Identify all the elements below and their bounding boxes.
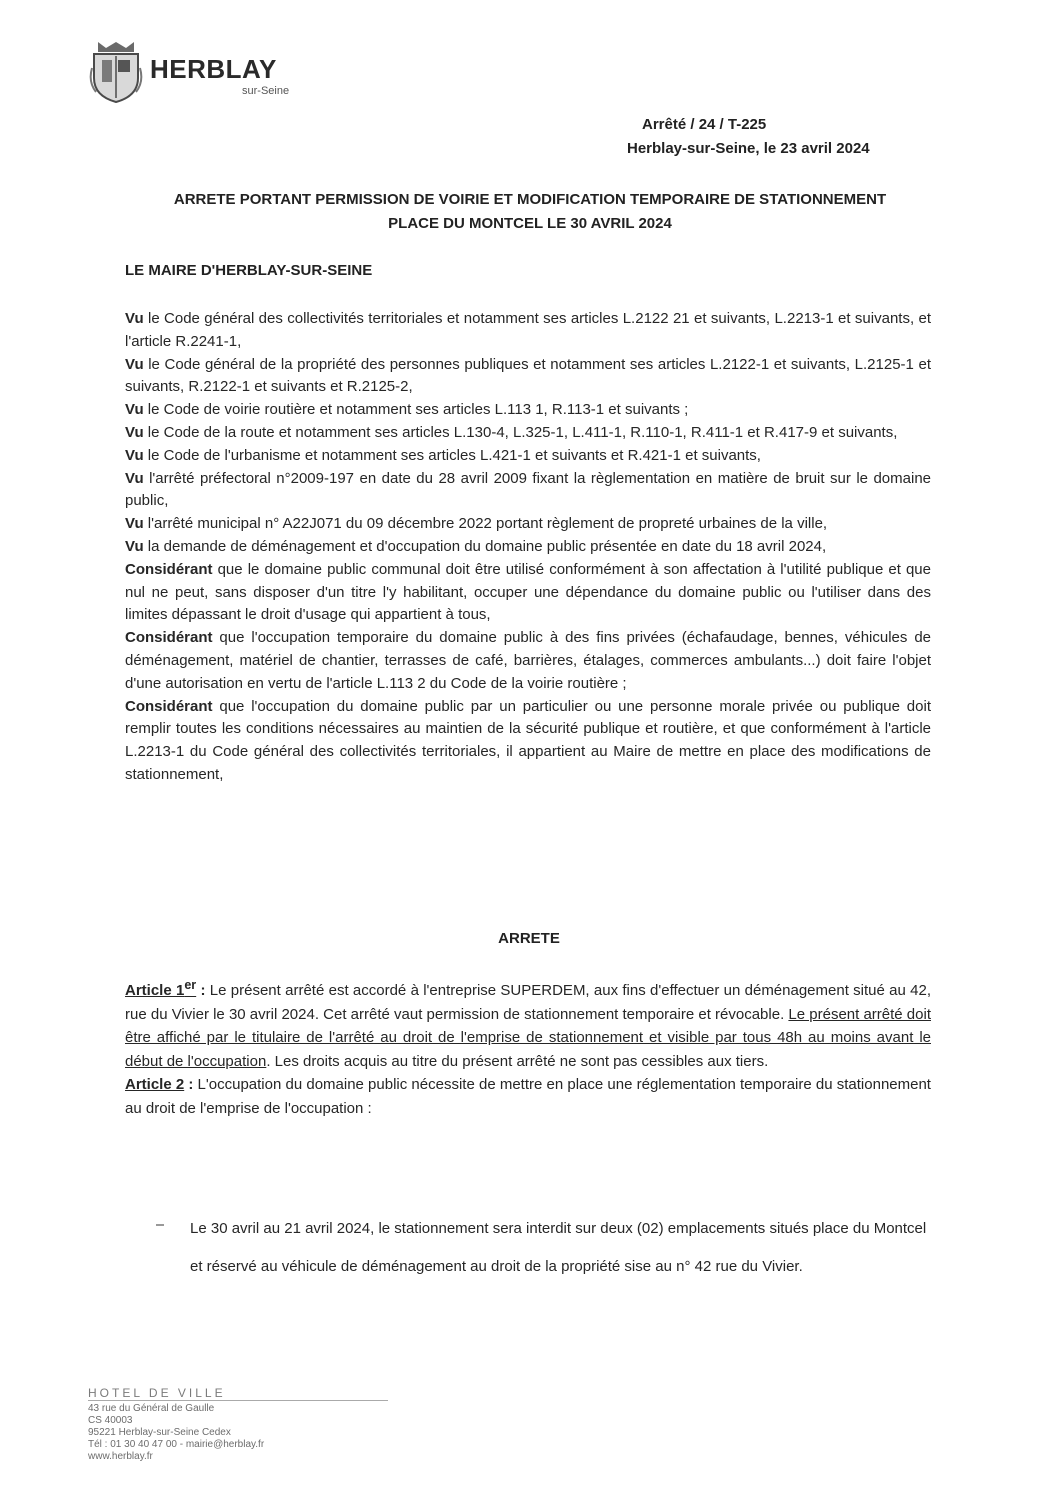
- posting-requirement: Le présent arrêté doit être affiché par le titulaire de l'arrêté au droit de l'emprise de stationnement et visible par tous 48h au moins avant le début de l'occupation: [125, 1005, 931, 1070]
- considering-paragraph: Considérant que le domaine public communal doit être utilisé conformément à son affectation à l'utilité publique et que nul ne peut, sans disposer d'un titre l'y habilitant, occuper une dépendance du domaine public ou l'utiliser dans des limites dépassant le droit d'usage qui appartient à tous,: [125, 560, 931, 624]
- visa-paragraph: Vu le Code de la route et notamment ses articles L.130-4, L.325-1, L.411-1, R.110-1, R.411-1 et R.417-9 et suivants,: [125, 423, 898, 441]
- title-line-2: PLACE DU MONTCEL LE 30 AVRIL 2024: [388, 215, 672, 232]
- coat-of-arms-icon: [88, 38, 144, 104]
- footer-cs: CS 40003: [88, 1415, 133, 1426]
- visa-paragraph: Vu le Code de voirie routière et notamment ses articles L.113 1, R.113-1 et suivants ;: [125, 401, 689, 419]
- decree-heading: ARRETE: [498, 930, 560, 947]
- visas-section: [125, 308, 931, 787]
- footer-street: 43 rue du Général de Gaulle: [88, 1403, 215, 1414]
- footer-title: HOTEL DE VILLE: [88, 1387, 388, 1401]
- herblay-logo: [88, 38, 318, 108]
- footer-address: [88, 1387, 398, 1463]
- mayor-heading: LE MAIRE D'HERBLAY-SUR-SEINE: [125, 262, 373, 279]
- visa-paragraph: Vu le Code général de la propriété des personnes publiques et notamment ses articles L.2122-1 et suivants, L.2125-1 et suivants, R.2122-1 et suivants et R.2125-2,: [125, 355, 931, 396]
- visa-paragraph: Vu l'arrêté préfectoral n°2009-197 en date du 28 avril 2009 fixant la règlementation en matière de bruit sur le domaine public,: [125, 469, 931, 510]
- title-line-1: ARRETE PORTANT PERMISSION DE VOIRIE ET MODIFICATION TEMPORAIRE DE STATIONNEMENT: [173, 191, 887, 208]
- footer-website: www.herblay.fr: [88, 1451, 153, 1462]
- article-1-label: Article 1er: [125, 978, 197, 999]
- articles-section: [125, 974, 931, 1121]
- footer-city: 95221 Herblay-sur-Seine Cedex: [88, 1427, 231, 1438]
- document-title: [120, 188, 940, 236]
- parking-restriction-item: Le 30 avril au 21 avril 2024, le stationnement sera interdit sur deux (02) emplacements situés place du Montcel et réservé au véhicule de déménagement au droit de la propriété sise au n° 42 rue du Vivier.: [190, 1220, 927, 1275]
- considering-paragraph: Considérant que l'occupation du domaine public par un particulier ou une personne morale privée ou publique doit remplir toutes les conditions nécessaires au maintien de la sécurité publique et routière, et que conformément à l'article L.2213-1 du Code général des collectivités territoriales, il appartient au Maire de mettre en place des modifications de stationnement,: [125, 697, 931, 783]
- brand-subtitle: sur-Seine: [242, 85, 290, 97]
- place-and-date: Herblay-sur-Seine, le 23 avril 2024: [627, 140, 870, 157]
- visa-paragraph: Vu l'arrêté municipal n° A22J071 du 09 décembre 2022 portant règlement de propreté urbaines de la ville,: [125, 515, 828, 533]
- decree-reference: Arrêté / 24 / T-225: [642, 116, 767, 133]
- visa-paragraph: Vu le Code général des collectivités territoriales et notamment ses articles L.2122 21 et suivants, L.2213-1 et suivants, et l'article R.2241-1,: [125, 310, 931, 350]
- considering-paragraph: Considérant que l'occupation temporaire du domaine public à des fins privées (échafaudage, bennes, véhicules de déménagement, matériel de chantier, terrasses de café, barrières, étalages, commerces ambulants...) doit faire l'objet d'une autorisation en vertu de l'article L.113 2 du Code de la voirie routière ;: [125, 629, 931, 692]
- article-1: Article 1er : Le présent arrêté est accordé à l'entreprise SUPERDEM, aux fins d'effectuer un déménagement situé au 42, rue du Vivier le 30 avril 2024. Cet arrêté vaut permission de stationnement temporaire et révocable. Le présent arrêté doit être affiché par le titulaire de l'arrêté au droit de l'emprise de stationnement et visible par tous 48h au moins avant le début de l'occupation. Les droits acquis au titre du présent arrêté ne sont pas cessibles aux tiers.: [125, 978, 931, 1070]
- article-2: Article 2 : L'occupation du domaine public nécessite de mettre en place une réglementation temporaire du stationnement au droit de l'emprise de l'occupation :: [125, 1076, 931, 1117]
- footer-contact: Tél : 01 30 40 47 00 - mairie@herblay.fr: [88, 1439, 265, 1450]
- visa-paragraph: Vu le Code de l'urbanisme et notamment ses articles L.421-1 et suivants et R.421-1 et suivants,: [125, 446, 761, 464]
- visa-paragraph: Vu la demande de déménagement et d'occupation du domaine public présentée en date du 18 avril 2024,: [125, 537, 827, 555]
- article-2-label: Article 2: [125, 1076, 185, 1094]
- bullet-dash-icon: [156, 1224, 164, 1226]
- brand-name: HERBLAY: [150, 54, 277, 84]
